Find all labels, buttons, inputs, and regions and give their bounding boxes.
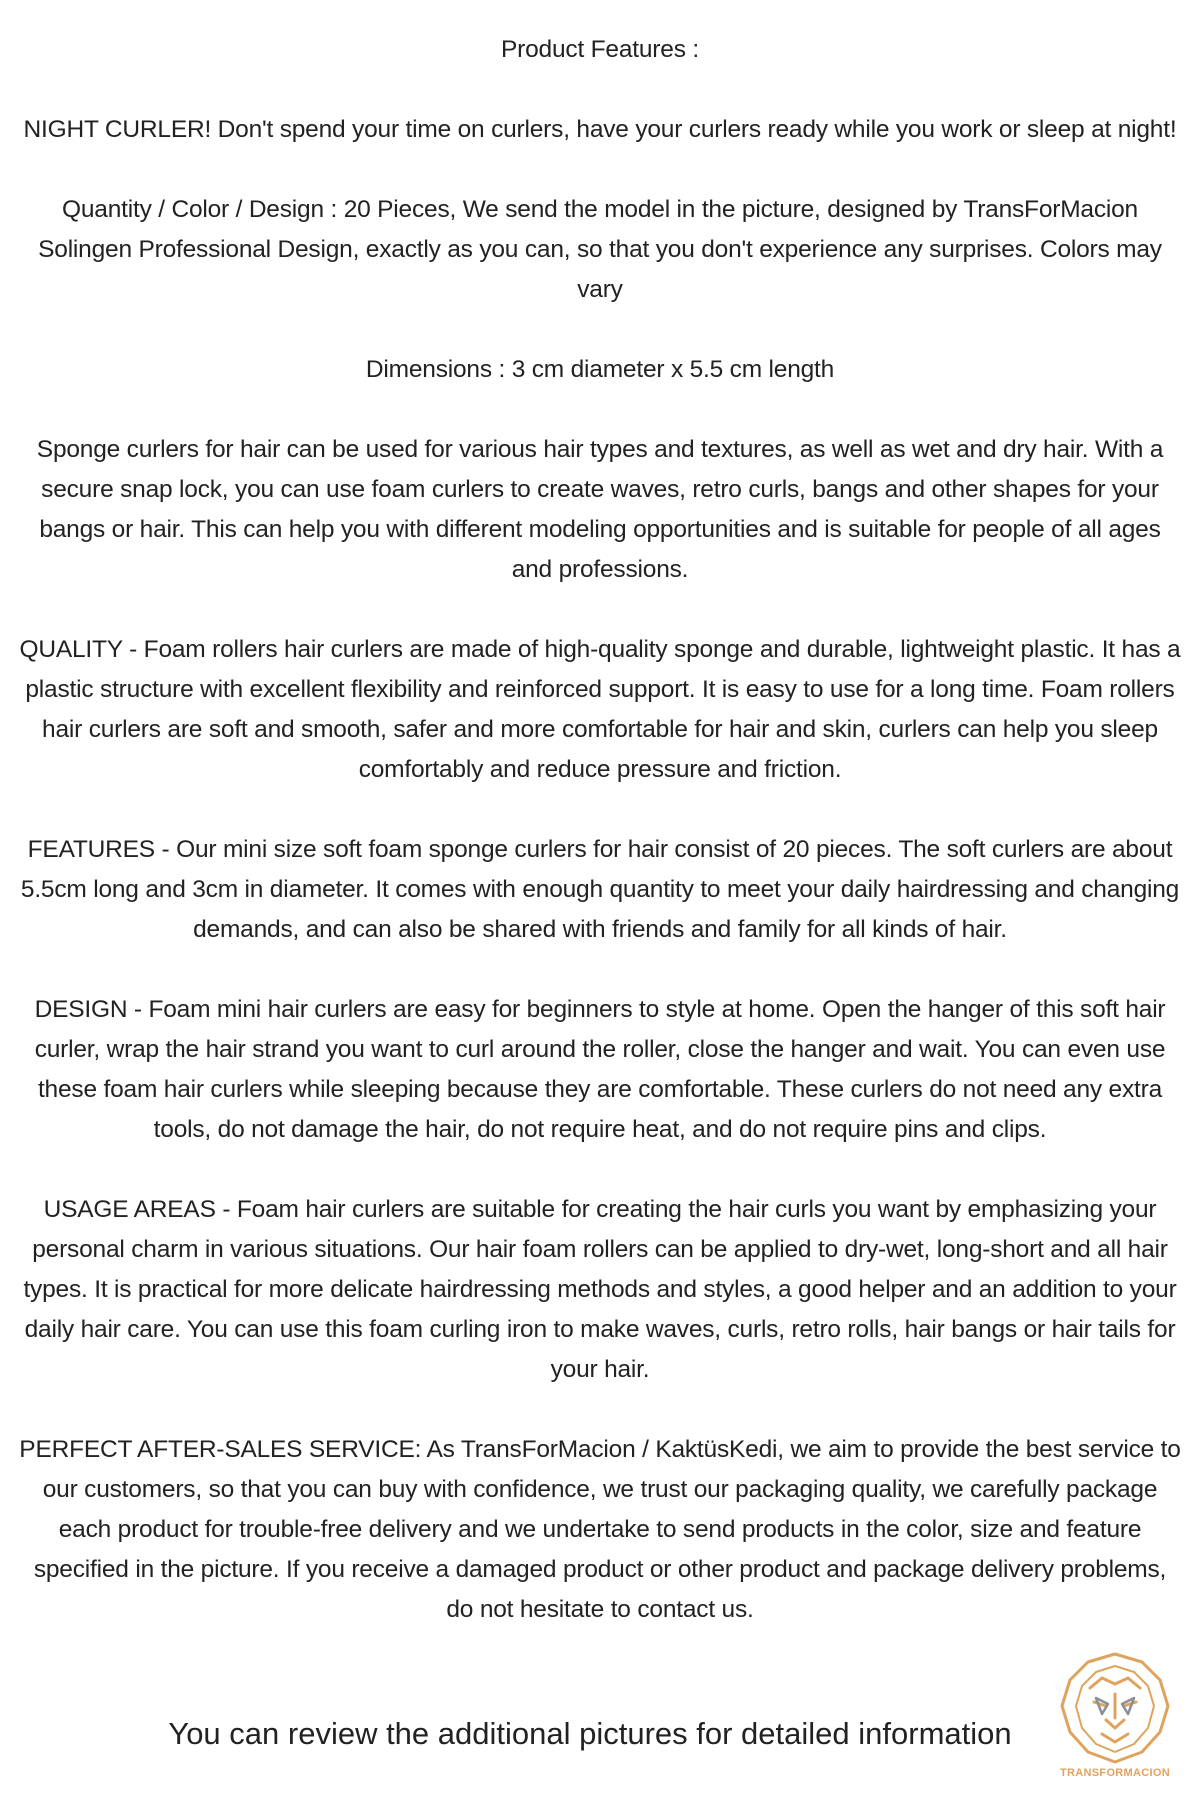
paragraph-quantity: Quantity / Color / Design : 20 Pieces, We send the model in the picture, designed by TransForMacion Solingen Professional Design, exactly as you can, so that you don't experience any surprises. Colors may vary [38,196,1162,303]
lion-head-icon [1050,1648,1180,1766]
paragraph-usage-areas: USAGE AREAS - Foam hair curlers are suitable for creating the hair curls you want by emphasizing your personal charm in various situations. Our hair foam rollers can be applied to dry-wet, long-short and all hair types. It is practical for more delicate hairdressing methods and styles, a good helper and an addition to your daily hair care. You can use this foam curling iron to make waves, curls, retro rolls, hair bangs or hair tails for your hair. [23,1196,1177,1383]
features-heading: Product Features : [501,36,699,63]
features-text-block [18,30,1182,1670]
additional-pictures-note: You can review the additional pictures for detailed information [168,1716,1012,1751]
paragraph-design: DESIGN - Foam mini hair curlers are easy for beginners to style at home. Open the hanger of this soft hair curler, wrap the hair strand you want to curl around the roller, close the hanger and wait. You can even use these foam hair curlers while sleeping because they are comfortable. These curlers do not need any extra tools, do not damage the hair, do not require heat, and do not require pins and clips. [34,996,1166,1143]
paragraph-quality: QUALITY - Foam rollers hair curlers are made of high-quality sponge and durable, lightweight plastic. It has a plastic structure with excellent flexibility and reinforced support. It is easy to use for a long time. Foam rollers hair curlers are soft and smooth, safer and more comfortable for hair and skin, curlers can help you sleep comfortably and reduce pressure and friction. [19,636,1181,783]
paragraph-night-curler: NIGHT CURLER! Don't spend your time on curlers, have your curlers ready while you work or sleep at night! [23,116,1177,143]
paragraph-features: FEATURES - Our mini size soft foam sponge curlers for hair consist of 20 pieces. The soft curlers are about 5.5cm long and 3cm in diameter. It comes with enough quantity to meet your daily hairdressing and changing demands, and can also be shared with friends and family for all kinds of hair. [20,836,1180,943]
paragraph-sponge-curlers: Sponge curlers for hair can be used for various hair types and textures, as well as wet and dry hair. With a secure snap lock, you can use foam curlers to create waves, retro curls, bangs and other shapes for your bangs or hair. This can help you with different modeling opportunities and is suitable for people of all ages and professions. [36,436,1164,583]
paragraph-after-sales: PERFECT AFTER-SALES SERVICE: As TransForMacion / KaktüsKedi, we aim to provide the best service to our customers, so that you can buy with confidence, we trust our packaging quality, we carefully package each product for trouble-free delivery and we undertake to send products in the color, size and feature specified in the picture. If you receive a damaged product or other product and package delivery problems, do not hesitate to contact us. [19,1436,1181,1623]
brand-logo [1050,1648,1180,1788]
brand-logo-text: TRANSFORMACION [1060,1767,1170,1779]
paragraph-dimensions: Dimensions : 3 cm diameter x 5.5 cm length [365,356,835,383]
